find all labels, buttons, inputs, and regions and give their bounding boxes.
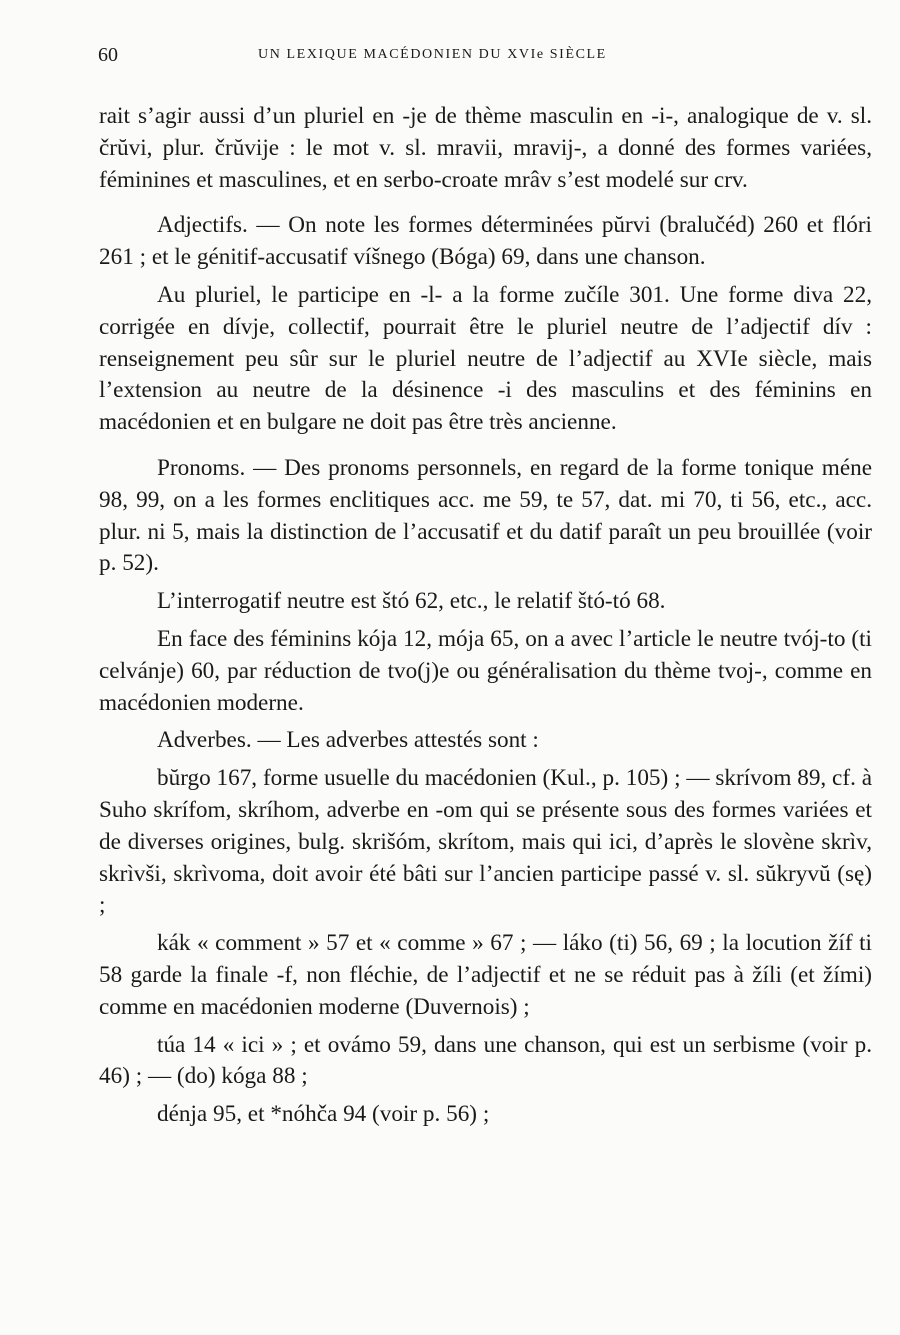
paragraph-pronoms: Pronoms. — Des pronoms personnels, en regard de la forme tonique méne 98, 99, on a les formes enclitiques acc. me 59, te 57, dat. mi 70, ti 56, etc., acc. plur. ni 5, mais la distinction de l’accusatif et du datif paraît un peu brouillée (voir p. 52). [99,454,872,577]
paragraph-1: rait s’agir aussi d’un pluriel en -je de thème masculin en -i-, analogique de v. sl. črŭvi, plur. črŭvije : le mot v. sl. mravii, mravij-, a donné des formes variées, féminines et masculines, et en serbo-croate mrâv s’est modelé sur crv. [99,103,872,193]
paragraph-kak: kák « comment » 57 et « comme » 67 ; — láko (ti) 56, 69 ; la locution žíf ti 58 garde la finale -f, non fléchie, de l’adjectif et ne se réduit pas à žíli (et žími) comme en macédonien moderne (Duvernois) ; [99,930,872,1020]
paragraph-interrogatif: L’interrogatif neutre est štó 62, etc., le relatif štó-tó 68. [157,588,666,615]
paragraph-denja: dénja 95, et *nóhča 94 (voir p. 56) ; [157,1101,490,1128]
paragraph-burgo: bŭrgo 167, forme usuelle du macédonien (Kul., p. 105) ; — skrívom 89, cf. à Suho skrífom, skríhom, adverbe en -om qui se présente sous des formes variées et de diverses origines, bulg. skrišóm, skrítom, mais qui ici, d’après le slovène skrìv, skrìvši, skrìvoma, doit avoir été bâti sur l’ancien participe passé v. sl. sŭkryvŭ (sę) ; [99,765,872,919]
paragraph-adjectifs: Adjectifs. — On note les formes déterminées pŭrvi (bralučéd) 260 et flóri 261 ; et le génitif-accusatif víšnego (Bóga) 69, dans une chanson. [99,212,872,271]
running-title: UN LEXIQUE MACÉDONIEN DU XVIe SIÈCLE [258,47,607,62]
paragraph-feminins: En face des féminins kója 12, mója 65, on a avec l’article le neutre tvój-to (ti celvánje) 60, par réduction de tvo(j)e ou généralisation du thème tvoj-, comme en macédonien moderne. [99,625,872,716]
paragraph-tua: túa 14 « ici » ; et ovámo 59, dans une chanson, qui est un serbisme (voir p. 46) ; — (do) kóga 88 ; [99,1031,872,1090]
paragraph-pluriel: Au pluriel, le participe en -l- a la forme zučíle 301. Une forme diva 22, corrigée en dívje, collectif, pourrait être le pluriel neutre de l’adjectif dív : renseignement peu sûr sur le pluriel neutre de l’adjectif au XVIe siècle, mais l’extension au neutre de la désinence -i des masculins et des féminins en macédonien et en bulgare ne doit pas être très ancienne. [99,281,872,436]
running-head [98,44,872,68]
paragraph-adverbes: Adverbes. — Les adverbes attestés sont : [157,727,539,754]
page-number: 60 [98,44,118,66]
body-text [99,101,872,1131]
